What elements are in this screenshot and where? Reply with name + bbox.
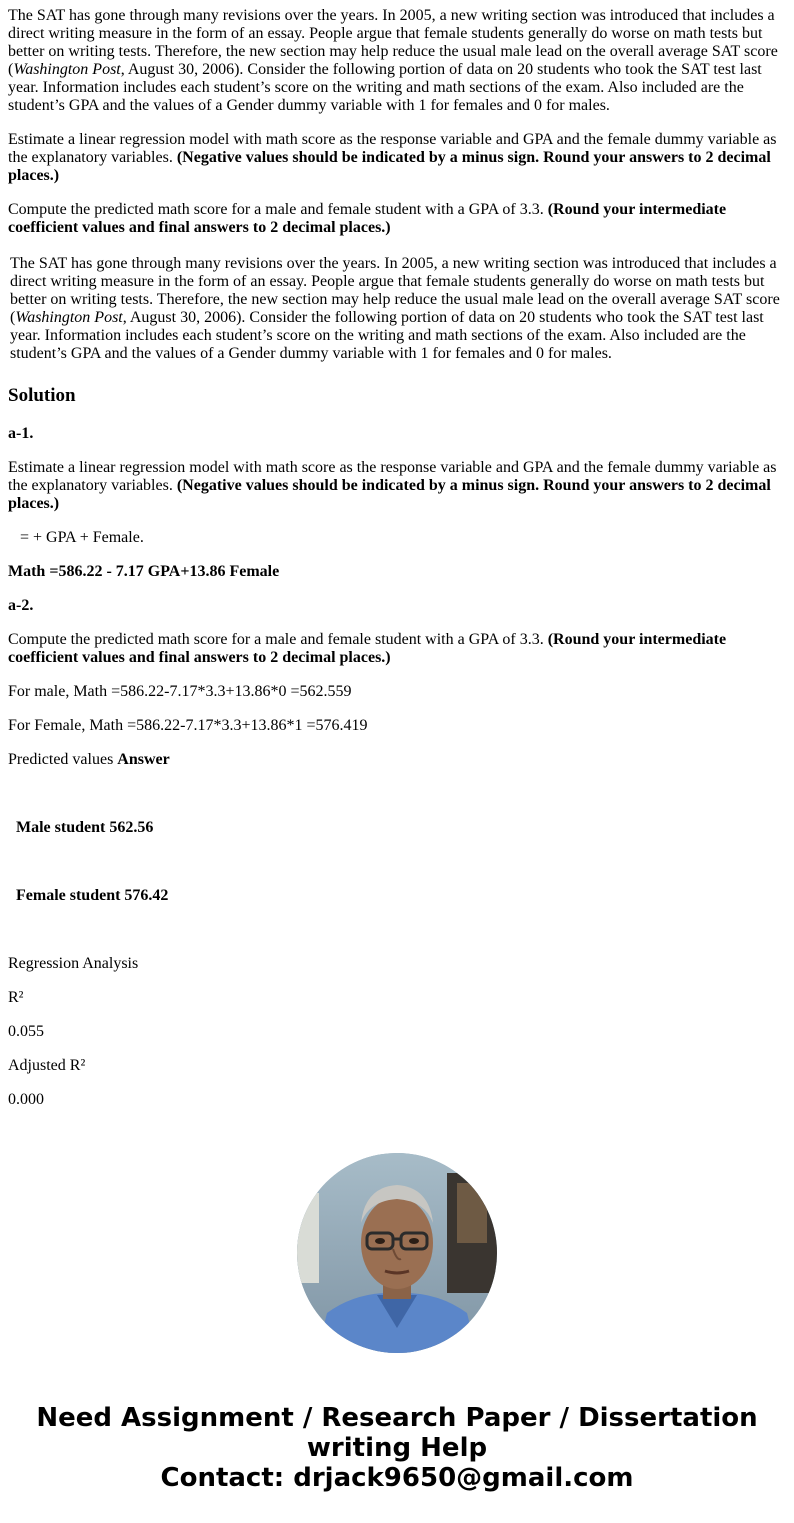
r2-value: 0.055 bbox=[8, 1023, 44, 1040]
female-answer: Female student 576.42 bbox=[16, 887, 169, 904]
intro-text: The SAT has gone through many revisions over the years. In 2005, a new writing section was introduced that includes a direct writing measure in the form of an essay. People argue that female students generally do worse on math tests but better on writing tests. Therefore, the new section may help reduce the usual male lead on the overall average SAT score ( bbox=[10, 255, 780, 326]
female-calculation: For Female, Math =586.22-7.17*3.3+13.86*1 =576.419 bbox=[8, 717, 368, 734]
author-photo-icon bbox=[297, 1153, 497, 1353]
footer-promo bbox=[0, 1403, 794, 1493]
author-photo bbox=[297, 1153, 497, 1353]
intro-source: Washington Post bbox=[15, 309, 123, 326]
task-1-text: Estimate a linear regression model with math score as the response variable and GPA and the female dummy variable as the explanatory variables. bbox=[8, 459, 777, 494]
male-answer: Male student 562.56 bbox=[16, 819, 154, 836]
answer-label: Answer bbox=[117, 751, 170, 768]
task-2 bbox=[8, 201, 786, 237]
footer-line-2: writing Help bbox=[306, 1433, 488, 1463]
male-calculation: For male, Math =586.22-7.17*3.3+13.86*0 =562.559 bbox=[8, 683, 352, 700]
regression-equation: Math =586.22 - 7.17 GPA+13.86 Female bbox=[8, 563, 280, 580]
question-intro bbox=[8, 7, 786, 115]
intro-text: The SAT has gone through many revisions over the years. In 2005, a new writing section was introduced that includes a direct writing measure in the form of an essay. People argue that female students generally do worse on math tests but better on writing tests. Therefore, the new section may help reduce the usual male lead on the overall average SAT score ( bbox=[8, 7, 778, 78]
r2-label: R² bbox=[8, 989, 24, 1006]
task-1-repeat bbox=[8, 459, 786, 513]
intro-source: Washington Post bbox=[13, 61, 121, 78]
question-intro-repeat bbox=[10, 255, 786, 363]
solution-heading: Solution bbox=[8, 385, 76, 406]
footer-line-1: Need Assignment / Research Paper / Dissertation bbox=[36, 1403, 758, 1433]
intro-text-cont: , August 30, 2006). Consider the following portion of data on 20 students who took the SAT test last year. Information includes each student’s score on the writing and math sections of the exam. Also included are the student’s GPA and the values of a Gender dummy variable with 1 for females and 0 for males. bbox=[8, 61, 762, 114]
part-a2-label: a-2. bbox=[8, 597, 34, 614]
predicted-values-label bbox=[8, 751, 170, 769]
task-2-text: Compute the predicted math score for a male and female student with a GPA of 3.3. bbox=[8, 201, 548, 218]
task-1-instruction: (Negative values should be indicated by a minus sign. Round your answers to 2 decimal places.) bbox=[8, 149, 771, 184]
task-2-text: Compute the predicted math score for a male and female student with a GPA of 3.3. bbox=[8, 631, 548, 648]
footer-contact: Contact: drjack9650@gmail.com bbox=[160, 1463, 634, 1493]
predicted-label-text: Predicted values bbox=[8, 751, 118, 768]
adjusted-r2-value: 0.000 bbox=[8, 1091, 44, 1108]
task-2-instruction: (Round your intermediate coefficient values and final answers to 2 decimal places.) bbox=[8, 631, 727, 666]
task-1 bbox=[8, 131, 786, 185]
regression-title: Regression Analysis bbox=[8, 955, 139, 972]
task-2-repeat bbox=[8, 631, 786, 667]
task-1-text: Estimate a linear regression model with math score as the response variable and GPA and the female dummy variable as the explanatory variables. bbox=[8, 131, 777, 166]
equation-template: = + GPA + Female. bbox=[20, 529, 144, 546]
task-1-instruction: (Negative values should be indicated by a minus sign. Round your answers to 2 decimal places.) bbox=[8, 477, 771, 512]
intro-text-cont: , August 30, 2006). Consider the following portion of data on 20 students who took the SAT test last year. Information includes each student’s score on the writing and math sections of the exam. Also included are the student’s GPA and the values of a Gender dummy variable with 1 for females and 0 for males. bbox=[10, 309, 764, 362]
task-2-instruction: (Round your intermediate coefficient values and final answers to 2 decimal places.) bbox=[8, 201, 727, 236]
part-a1-label: a-1. bbox=[8, 425, 34, 442]
adjusted-r2-label: Adjusted R² bbox=[8, 1057, 86, 1074]
